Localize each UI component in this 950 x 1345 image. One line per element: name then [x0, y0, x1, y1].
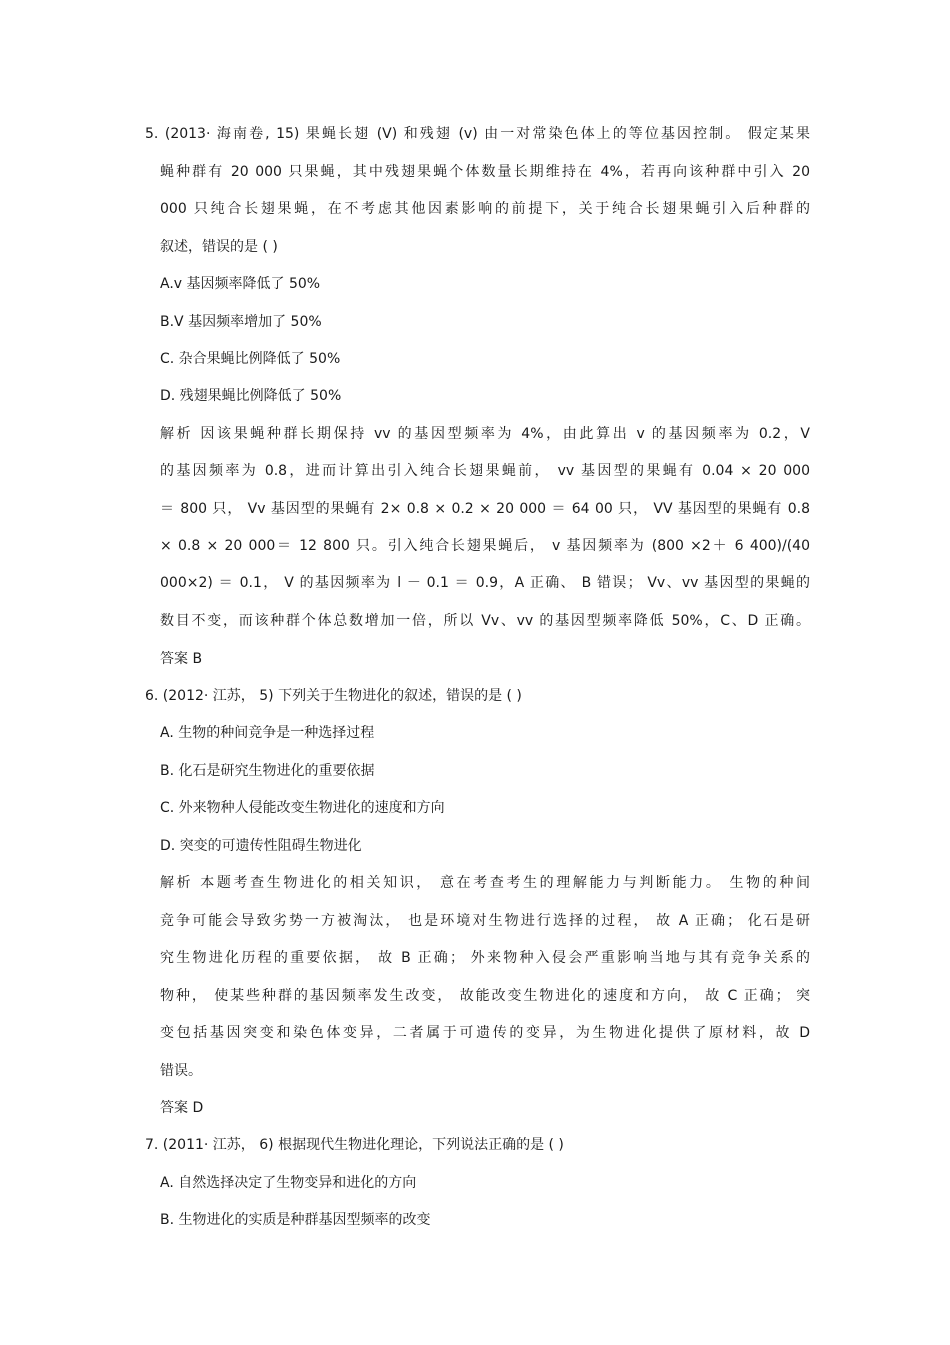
q5-analysis-line-2: 的基因频率为 0.8，进而计算出引入纯合长翅果蝇前， vv 基因型的果蝇有 0.04 × 20 000	[160, 463, 810, 479]
q6-option-b: B. 化石是研究生物进化的重要依据	[160, 763, 375, 779]
q6-analysis-line-2: 竞争可能会导致劣势一方被淘汰， 也是环境对生物进行选择的过程， 故 A 正确； 化石是研	[160, 913, 810, 929]
q6-analysis-line-5: 变包括基因突变和染色体变异，二者属于可遗传的变异，为生物进化提供了原材料，故 D	[160, 1025, 810, 1041]
q5-analysis-line-3: ＝ 800 只， Vv 基因型的果蝇有 2× 0.8 × 0.2 × 20 000 ＝ 64 00 只， VV 基因型的果蝇有 0.8	[160, 501, 810, 517]
q5-analysis-line-5: 000×2) ＝ 0.1， V 的基因频率为 l － 0.1 ＝ 0.9，A 正确、 B 错误； Vv、vv 基因型的果蝇的	[160, 575, 810, 591]
q5-stem-line-3: 000 只纯合长翅果蝇，在不考虑其他因素影响的前提下，关于纯合长翅果蝇引入后种群的	[160, 201, 810, 217]
q5-option-b: B.V 基因频率增加了 50%	[160, 314, 322, 330]
q5-stem-line-2: 蝇种群有 20 000 只果蝇，其中残翅果蝇个体数量长期维持在 4%，若再向该种群中引入 20	[160, 164, 810, 180]
q5-stem-line-1: 5. (2013· 海南卷, 15) 果蝇长翅 (V) 和残翅 (v) 由一对常染色体上的等位基因控制。 假定某果	[145, 126, 810, 142]
q6-analysis-line-4: 物种， 使某些种群的基因频率发生改变， 故能改变生物进化的速度和方向， 故 C 正确； 突	[160, 988, 810, 1004]
q7-stem: 7. (2011· 江苏， 6) 根据现代生物进化理论，下列说法正确的是 ( )	[145, 1137, 564, 1153]
q6-answer: 答案 D	[160, 1100, 204, 1116]
q6-option-c: C. 外来物种人侵能改变生物进化的速度和方向	[160, 800, 445, 816]
q7-option-b: B. 生物进化的实质是种群基因型频率的改变	[160, 1212, 431, 1228]
q6-option-d: D. 突变的可遗传性阻碍生物进化	[160, 838, 362, 854]
q5-answer: 答案 B	[160, 651, 203, 667]
q6-stem: 6. (2012· 江苏， 5) 下列关于生物进化的叙述，错误的是 ( )	[145, 688, 522, 704]
q6-analysis-line-3: 究生物进化历程的重要依据， 故 B 正确； 外来物种入侵会严重影响当地与其有竞争关系的	[160, 950, 810, 966]
q5-option-c: C. 杂合果蝇比例降低了 50%	[160, 351, 341, 367]
q5-analysis-line-1: 解析 因该果蝇种群长期保持 vv 的基因型频率为 4%，由此算出 v 的基因频率为 0.2，V	[160, 426, 810, 442]
q5-stem-line-4: 叙述，错误的是 ( )	[160, 239, 278, 255]
q5-option-d: D. 残翅果蝇比例降低了 50%	[160, 388, 342, 404]
q6-option-a: A. 生物的种间竞争是一种选择过程	[160, 725, 375, 741]
q5-option-a: A.v 基因频率降低了 50%	[160, 276, 321, 292]
q5-analysis-line-6: 数目不变，而该种群个体总数增加一倍，所以 Vv、vv 的基因型频率降低 50%，C、D 正确。	[160, 613, 810, 629]
q7-option-a: A. 自然选择决定了生物变异和进化的方向	[160, 1175, 417, 1191]
q6-analysis-line-1: 解析 本题考查生物进化的相关知识， 意在考查考生的理解能力与判断能力。 生物的种间	[160, 875, 810, 891]
q5-analysis-line-4: × 0.8 × 20 000＝ 12 800 只。引入纯合长翅果蝇后， v 基因频率为 (800 ×2＋ 6 400)/(40	[160, 538, 810, 554]
q6-analysis-line-6: 错误。	[160, 1063, 202, 1079]
